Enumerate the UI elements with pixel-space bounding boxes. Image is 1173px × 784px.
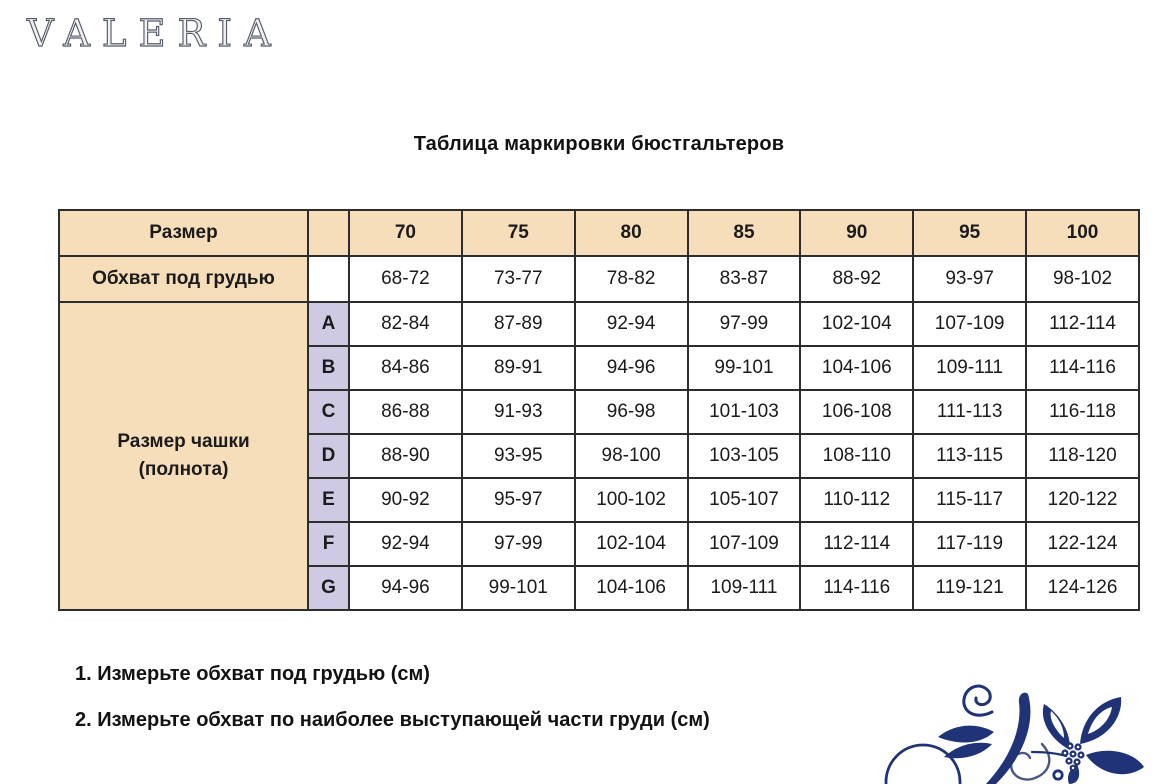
cell-value: 101-103 [688,390,801,434]
size-table [58,209,1140,611]
underbust-value: 83-87 [688,256,801,302]
cell-value: 86-88 [349,390,462,434]
cell-value: 104-106 [575,566,688,610]
instruction-step-1: 1. Измерьте обхват под грудью (см) [75,663,430,685]
cell-value: 82-84 [349,302,462,346]
cell-value: 110-112 [800,478,913,522]
underbust-value: 98-102 [1026,256,1139,302]
cell-value: 98-100 [575,434,688,478]
band-size-header: 70 [349,210,462,256]
cell-value: 94-96 [349,566,462,610]
cell-value: 96-98 [575,390,688,434]
cup-letter-cell: B [308,346,349,390]
table-row-band-sizes [59,210,1139,256]
cell-value: 120-122 [1026,478,1139,522]
cup-size-label-line1: Размер чашки [117,430,250,452]
underbust-value: 73-77 [462,256,575,302]
cell-value: 119-121 [913,566,1026,610]
cell-value: 114-116 [800,566,913,610]
cell-value: 106-108 [800,390,913,434]
cell-value: 102-104 [575,522,688,566]
underbust-value: 78-82 [575,256,688,302]
cup-letter-cell: G [308,566,349,610]
cell-value: 97-99 [462,522,575,566]
band-size-header: 75 [462,210,575,256]
instruction-step-2: 2. Измерьте обхват по наиболее выступающей части груди (см) [75,709,710,731]
band-size-header: 85 [688,210,801,256]
table-row-cup-a [59,302,1139,346]
cell-value: 112-114 [1026,302,1139,346]
cell-value: 122-124 [1026,522,1139,566]
cell-value: 113-115 [913,434,1026,478]
cell-value: 99-101 [462,566,575,610]
cell-value: 118-120 [1026,434,1139,478]
cell-value: 111-113 [913,390,1026,434]
underbust-value: 88-92 [800,256,913,302]
cup-size-label-line2: (полнота) [138,459,229,480]
cell-value: 109-111 [913,346,1026,390]
underbust-value: 68-72 [349,256,462,302]
underbust-row-label: Обхват под грудью [59,256,308,302]
cup-letter-cell: D [308,434,349,478]
underbust-value: 93-97 [913,256,1026,302]
cell-value: 116-118 [1026,390,1139,434]
cell-value: 107-109 [688,522,801,566]
measurement-instructions [75,663,710,732]
cell-value: 103-105 [688,434,801,478]
cup-letter-cell: F [308,522,349,566]
cell-value: 117-119 [913,522,1026,566]
cell-value: 99-101 [688,346,801,390]
cell-value: 95-97 [462,478,575,522]
cell-value: 92-94 [575,302,688,346]
brand-logo: VALERIA [27,12,283,55]
band-size-header: 80 [575,210,688,256]
cell-value: 102-104 [800,302,913,346]
cell-value: 91-93 [462,390,575,434]
cell-value: 112-114 [800,522,913,566]
size-row-label: Размер [59,210,308,256]
cup-letter-cell: C [308,390,349,434]
cell-value: 89-91 [462,346,575,390]
band-size-header: 95 [913,210,1026,256]
floral-flourish-icon [880,660,1173,784]
cell-value: 115-117 [913,478,1026,522]
table-row-underbust [59,256,1139,302]
cell-value: 105-107 [688,478,801,522]
cell-value: 124-126 [1026,566,1139,610]
cell-value: 90-92 [349,478,462,522]
cell-value: 107-109 [913,302,1026,346]
cell-value: 88-90 [349,434,462,478]
cup-size-label [59,302,308,610]
cup-letter-cell: E [308,478,349,522]
cell-value: 97-99 [688,302,801,346]
empty-cell [308,256,349,302]
cup-letter-cell: A [308,302,349,346]
cell-value: 94-96 [575,346,688,390]
cell-value: 114-116 [1026,346,1139,390]
cell-value: 104-106 [800,346,913,390]
cell-value: 87-89 [462,302,575,346]
page-title: Таблица маркировки бюстгальтеров [413,133,785,155]
cell-value: 92-94 [349,522,462,566]
band-size-header: 100 [1026,210,1139,256]
empty-corner-cell [308,210,349,256]
cell-value: 109-111 [688,566,801,610]
band-size-header: 90 [800,210,913,256]
cell-value: 100-102 [575,478,688,522]
cell-value: 108-110 [800,434,913,478]
cell-value: 93-95 [462,434,575,478]
cell-value: 84-86 [349,346,462,390]
